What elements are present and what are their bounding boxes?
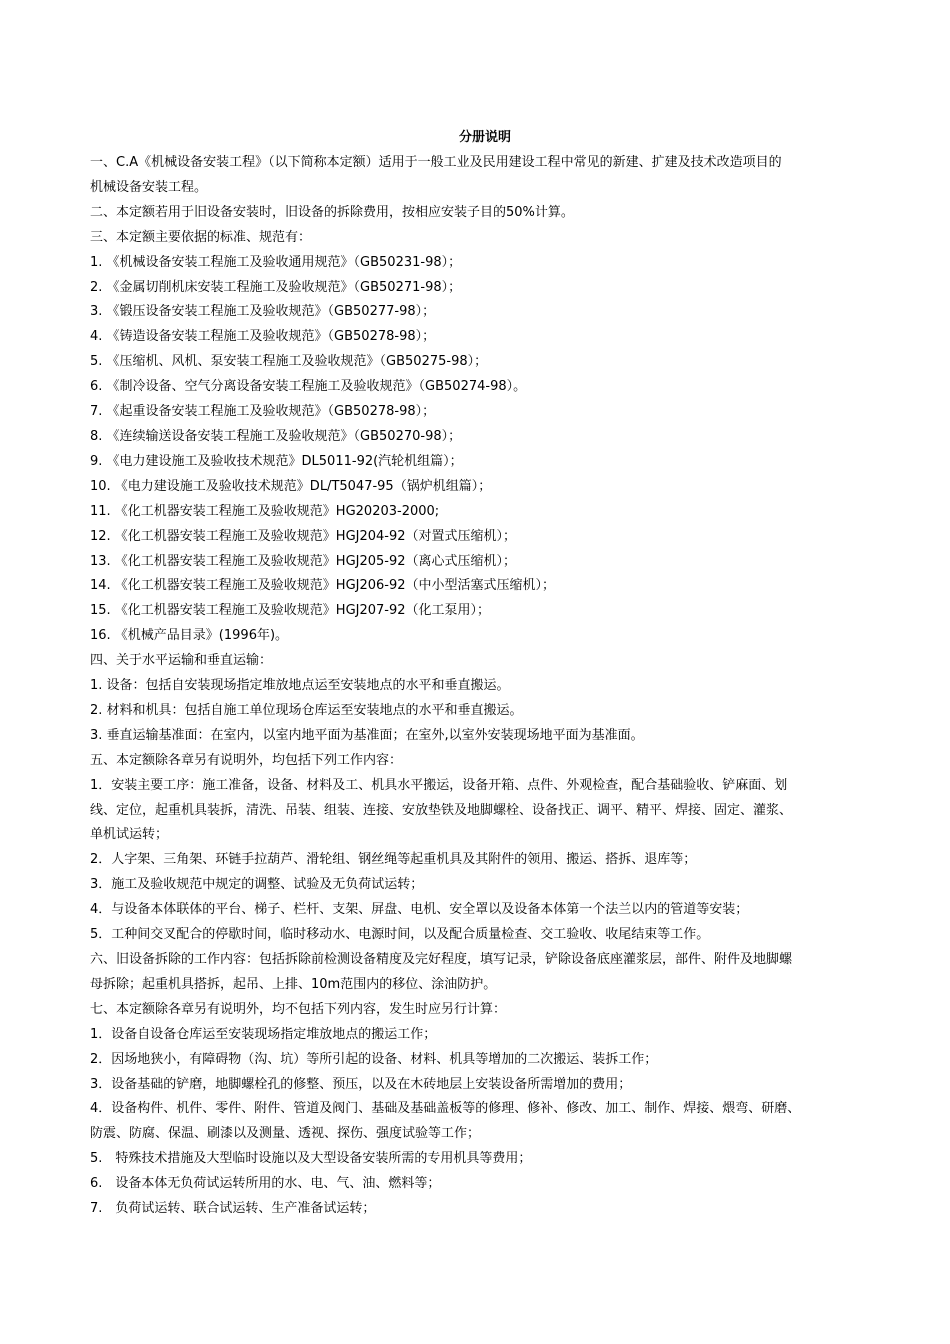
paragraph-line: 单机试运转；	[90, 827, 169, 843]
paragraph-line: 6. 设备本体无负荷试运转所用的水、电、气、油、燃料等；	[90, 1176, 441, 1192]
paragraph-line: 11. 《化工机器安装工程施工及验收规范》HG20203-2000;	[90, 503, 440, 519]
paragraph-line: 1. 设备：包括自安装现场指定堆放地点运至安装地点的水平和垂直搬运。	[90, 678, 510, 694]
paragraph-line: 母拆除；起重机具搭拆，起吊、上排、10m范围内的移位、涂油防护。	[90, 976, 497, 992]
paragraph-line: 4. 《铸造设备安装工程施工及验收规范》（GB50278-98）；	[90, 329, 436, 345]
paragraph-line: 机械设备安装工程。	[90, 179, 208, 195]
paragraph-line: 7. 负荷试运转、联合试运转、生产准备试运转；	[90, 1201, 376, 1217]
paragraph-line: 3．设备基础的铲磨，地脚螺栓孔的修整、预压，以及在木砖地层上安装设备所需增加的费用；	[90, 1076, 632, 1092]
paragraph-line: 5. 特殊技术措施及大型临时设施以及大型设备安装所需的专用机具等费用；	[90, 1151, 532, 1167]
document-body	[90, 151, 880, 1222]
paragraph-line: 14. 《化工机器安装工程施工及验收规范》HGJ206-92（中小型活塞式压缩机）；	[90, 578, 556, 594]
paragraph-line: 1．安装主要工序：施工准备，设备、材料及工、机具水平搬运，设备开箱、点件、外观检查，配合基础验收、铲麻面、划	[90, 777, 788, 793]
paragraph-line: 2. 材料和机具：包括自施工单位现场仓库运至安装地点的水平和垂直搬运。	[90, 702, 523, 718]
paragraph-line: 四、关于水平运输和垂直运输：	[90, 653, 273, 669]
paragraph-line: 7. 《起重设备安装工程施工及验收规范》（GB50278-98）；	[90, 404, 436, 420]
paragraph-line: 4．与设备本体联体的平台、梯子、栏杆、支架、屏盘、电机、安全罩以及设备本体第一个法兰以内的管道等安装；	[90, 902, 749, 918]
paragraph-line: 七、本定额除各章另有说明外，均不包括下列内容，发生时应另行计算：	[90, 1001, 507, 1017]
paragraph-line: 3. 《锻压设备安装工程施工及验收规范》（GB50277-98）；	[90, 304, 436, 320]
paragraph-line: 10. 《电力建设施工及验收技术规范》DL/T5047-95（锅炉机组篇）；	[90, 478, 492, 494]
paragraph-line: 六、旧设备拆除的工作内容：包括拆除前检测设备精度及完好程度，填写记录，铲除设备底座灌浆层，部件、附件及地脚螺	[90, 952, 793, 967]
paragraph-line: 二、本定额若用于旧设备安装时，旧设备的拆除费用，按相应安装子目的50%计算。	[90, 204, 574, 220]
paragraph-line: 三、本定额主要依据的标准、规范有：	[90, 229, 312, 245]
paragraph-line: 3. 垂直运输基准面：在室内，以室内地平面为基准面；在室外,以室外安装现场地平面为基准面。	[90, 727, 644, 743]
paragraph-line: 2．人字架、三角架、环链手拉葫芦、滑轮组、钢丝绳等起重机具及其附件的领用、搬运、搭拆、退库等；	[90, 852, 697, 868]
paragraph-line: 8. 《连续输送设备安装工程施工及验收规范》（GB50270-98）；	[90, 428, 462, 444]
paragraph-line: 12. 《化工机器安装工程施工及验收规范》HGJ204-92（对置式压缩机）；	[90, 528, 517, 544]
paragraph-line: 2. 《金属切削机床安装工程施工及验收规范》（GB50271-98）；	[90, 279, 462, 295]
paragraph-line: 五、本定额除各章另有说明外，均包括下列工作内容：	[90, 752, 403, 768]
document-page	[90, 127, 880, 1222]
paragraph-line: 1．设备自设备仓库运至安装现场指定堆放地点的搬运工作；	[90, 1026, 437, 1042]
paragraph-line: 5．工种间交叉配合的停歇时间，临时移动水、电源时间，以及配合质量检查、交工验收、收尾结束等工作。	[90, 927, 710, 943]
paragraph-line: 线、定位，起重机具装拆，清洗、吊装、组装、连接、安放垫铁及地脚螺栓、设备找正、调平、精平、焊接、固定、灌浆、	[90, 802, 793, 818]
paragraph-line: 4．设备构件、机件、零件、附件、管道及阀门、基础及基础盖板等的修理、修补、修改、加工、制作、焊接、煨弯、研磨、	[90, 1101, 801, 1117]
document-title: 分册说明	[458, 130, 511, 145]
paragraph-line: 13. 《化工机器安装工程施工及验收规范》HGJ205-92（离心式压缩机）；	[90, 553, 517, 569]
paragraph-line: 1. 《机械设备安装工程施工及验收通用规范》（GB50231-98）；	[90, 254, 462, 270]
paragraph-line: 6. 《制冷设备、空气分离设备安装工程施工及验收规范》（GB50274-98）。	[90, 379, 527, 395]
paragraph-line: 15. 《化工机器安装工程施工及验收规范》HGJ207-92（化工泵用）；	[90, 603, 491, 619]
paragraph-line: 9. 《电力建设施工及验收技术规范》DL5011-92(汽轮机组篇）；	[90, 453, 463, 469]
paragraph-line: 16. 《机械产品目录》(1996年)。	[90, 628, 289, 644]
paragraph-line: 5. 《压缩机、风机、泵安装工程施工及验收规范》（GB50275-98）；	[90, 354, 488, 370]
paragraph-line: 3．施工及验收规范中规定的调整、试验及无负荷试运转；	[90, 877, 424, 893]
paragraph-line: 2．因场地狭小，有障碍物（沟、坑）等所引起的设备、材料、机具等增加的二次搬运、装拆工作；	[90, 1051, 658, 1067]
paragraph-line: 一、C.A《机械设备安装工程》（以下简称本定额）适用于一般工业及民用建设工程中常见的新建、扩建及技术改造项目的	[90, 155, 782, 170]
paragraph-line: 防震、防腐、保温、刷漆以及测量、透视、探伤、强度试验等工作；	[90, 1126, 481, 1142]
